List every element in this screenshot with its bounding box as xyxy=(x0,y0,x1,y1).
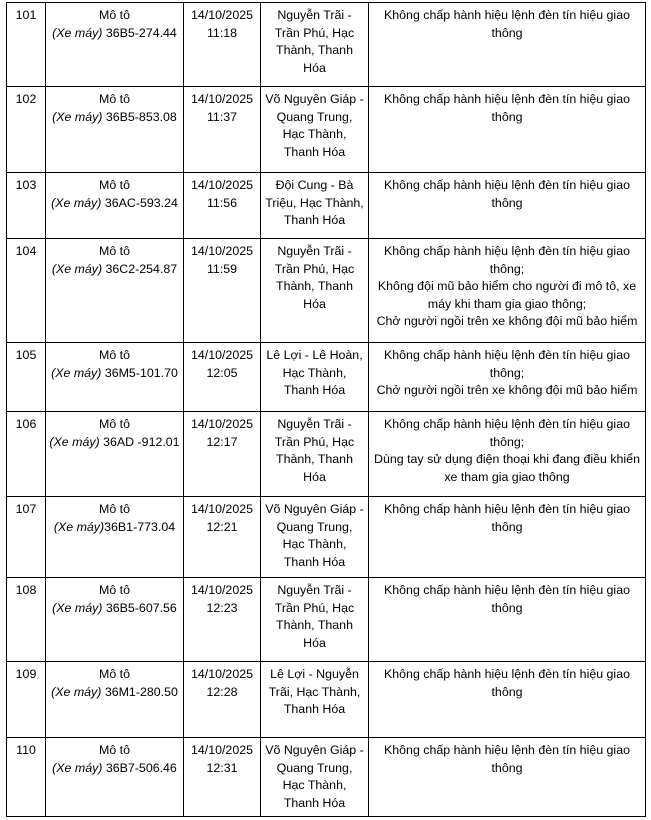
cell-violation-time xyxy=(184,173,261,239)
vehicle-plate-number: 36B1-773.04 xyxy=(104,519,176,534)
cell-vehicle xyxy=(46,87,184,173)
table-row xyxy=(7,3,646,87)
violation-clock-time: 12:17 xyxy=(206,434,238,449)
table-row xyxy=(7,412,646,497)
cell-vehicle xyxy=(46,662,184,738)
vehicle-plate-line xyxy=(49,365,180,383)
vehicle-kind-label: (Xe máy) xyxy=(51,261,103,276)
cell-location: Nguyễn Trãi - Trần Phú, Hạc Thành, Thanh Hóa xyxy=(261,412,369,497)
vehicle-plate-number: 36C2-254.87 xyxy=(102,261,178,276)
vehicle-kind-label: (Xe máy) xyxy=(52,25,103,40)
vehicle-plate-line xyxy=(49,261,180,279)
cell-violation-time xyxy=(184,239,261,343)
vehicle-type-label: Mô tô xyxy=(99,178,130,192)
vehicle-type-label: Mô tô xyxy=(99,667,130,681)
cell-violation-description xyxy=(369,173,646,239)
cell-sequence-number: 105 xyxy=(7,343,46,412)
violation-date: 14/10/2025 xyxy=(190,502,253,516)
cell-vehicle xyxy=(46,738,184,817)
table-row xyxy=(7,87,646,173)
cell-vehicle xyxy=(46,412,184,497)
violation-line: Không chấp hành hiệu lệnh đèn tín hiệu giao thông xyxy=(384,667,630,699)
cell-violation-description xyxy=(369,343,646,412)
vehicle-kind-label: (Xe máy) xyxy=(51,195,102,210)
cell-violation-description xyxy=(369,578,646,662)
cell-sequence-number: 107 xyxy=(7,497,46,578)
violation-date: 14/10/2025 xyxy=(190,348,253,362)
vehicle-type-label: Mô tô xyxy=(99,92,130,106)
violation-date: 14/10/2025 xyxy=(190,244,253,258)
violation-clock-time: 11:59 xyxy=(206,261,238,276)
cell-location: Nguyễn Trãi - Trần Phú, Hạc Thành, Thanh Hóa xyxy=(261,578,369,662)
violation-clock-time: 11:37 xyxy=(206,109,238,124)
vehicle-plate-number: 36B5-607.56 xyxy=(102,600,177,615)
vehicle-type-label: Mô tô xyxy=(99,8,130,22)
cell-sequence-number: 108 xyxy=(7,578,46,662)
violation-date: 14/10/2025 xyxy=(190,8,253,22)
cell-violation-description xyxy=(369,662,646,738)
cell-location: Nguyễn Trãi - Trần Phú, Hạc Thành, Thanh Hóa xyxy=(261,3,369,87)
cell-vehicle xyxy=(46,578,184,662)
vehicle-kind-label: (Xe máy) xyxy=(52,600,103,615)
cell-vehicle xyxy=(46,3,184,87)
violation-line: Không chấp hành hiệu lệnh đèn tín hiệu giao thông xyxy=(384,502,630,534)
cell-sequence-number: 103 xyxy=(7,173,46,239)
cell-location: Lê Lợi - Nguyễn Trãi, Hạc Thành, Thanh Hóa xyxy=(261,662,369,738)
cell-violation-time xyxy=(184,578,261,662)
violation-clock-time: 12:31 xyxy=(206,760,238,775)
violation-line: Không chấp hành hiệu lệnh đèn tín hiệu giao thông xyxy=(384,583,630,615)
violation-line: Không chấp hành hiệu lệnh đèn tín hiệu giao thông; xyxy=(384,244,630,276)
table-row xyxy=(7,578,646,662)
cell-violation-description xyxy=(369,239,646,343)
vehicle-plate-line xyxy=(49,600,180,618)
vehicle-type-label: Mô tô xyxy=(99,244,130,258)
violation-clock-time: 12:28 xyxy=(206,684,238,699)
vehicle-kind-label: (Xe máy) xyxy=(52,109,103,124)
violation-clock-time: 12:23 xyxy=(206,600,238,615)
cell-location: Võ Nguyên Giáp - Quang Trung, Hạc Thành, Thanh Hóa xyxy=(261,738,369,817)
violation-clock-time: 11:18 xyxy=(206,25,238,40)
cell-sequence-number: 102 xyxy=(7,87,46,173)
violation-line: Không đội mũ bảo hiểm cho người đi mô tô, xe máy khi tham gia giao thông; xyxy=(377,279,637,311)
table-row xyxy=(7,173,646,239)
vehicle-plate-number: 36AC-593.24 xyxy=(101,195,178,210)
cell-violation-description xyxy=(369,87,646,173)
vehicle-kind-label: (Xe máy) xyxy=(49,434,100,449)
vehicle-plate-number: 36B5-274.44 xyxy=(102,25,177,40)
vehicle-type-label: Mô tô xyxy=(99,502,130,516)
vehicle-kind-label: (Xe máy) xyxy=(53,519,105,534)
vehicle-plate-line xyxy=(49,109,180,127)
traffic-violation-table xyxy=(6,2,646,817)
cell-location: Võ Nguyên Giáp - Quang Trung, Hạc Thành, Thanh Hóa xyxy=(261,87,369,173)
violation-date: 14/10/2025 xyxy=(190,583,253,597)
cell-vehicle xyxy=(46,239,184,343)
cell-location: Võ Nguyên Giáp - Quang Trung, Hạc Thành, Thanh Hóa xyxy=(261,497,369,578)
vehicle-plate-line xyxy=(49,684,180,702)
cell-location: Nguyễn Trãi - Trần Phú, Hạc Thành, Thanh Hóa xyxy=(261,239,369,343)
violation-line: Không chấp hành hiệu lệnh đèn tín hiệu giao thông xyxy=(384,8,630,40)
violation-line: Không chấp hành hiệu lệnh đèn tín hiệu giao thông; xyxy=(384,417,630,449)
cell-violation-time xyxy=(184,87,261,173)
vehicle-type-label: Mô tô xyxy=(99,417,130,431)
violation-line: Không chấp hành hiệu lệnh đèn tín hiệu giao thông; xyxy=(384,348,630,380)
cell-sequence-number: 104 xyxy=(7,239,46,343)
cell-vehicle xyxy=(46,497,184,578)
cell-sequence-number: 109 xyxy=(7,662,46,738)
vehicle-type-label: Mô tô xyxy=(99,743,130,757)
violation-line: Không chấp hành hiệu lệnh đèn tín hiệu giao thông xyxy=(384,743,630,775)
vehicle-type-label: Mô tô xyxy=(99,348,130,362)
cell-violation-description xyxy=(369,497,646,578)
vehicle-plate-line xyxy=(49,434,180,452)
cell-location: Lê Lợi - Lê Hoàn, Hạc Thành, Thanh Hóa xyxy=(261,343,369,412)
violation-date: 14/10/2025 xyxy=(190,178,253,192)
table-row xyxy=(7,738,646,817)
violation-line: Không chấp hành hiệu lệnh đèn tín hiệu giao thông xyxy=(384,178,630,210)
cell-vehicle xyxy=(46,343,184,412)
violation-clock-time: 11:56 xyxy=(206,195,238,210)
vehicle-kind-label: (Xe máy) xyxy=(51,365,102,380)
violation-date: 14/10/2025 xyxy=(190,92,253,106)
vehicle-plate-number: 36B7-506.46 xyxy=(102,760,177,775)
cell-violation-time xyxy=(184,412,261,497)
vehicle-kind-label: (Xe máy) xyxy=(51,684,102,699)
violation-clock-time: 12:05 xyxy=(206,365,238,380)
cell-violation-time xyxy=(184,738,261,817)
table-row xyxy=(7,662,646,738)
violation-line: Dùng tay sử dụng điện thoại khi đang điều khiển xe tham gia giao thông xyxy=(374,452,640,484)
violation-clock-time: 12:21 xyxy=(206,519,238,534)
vehicle-plate-number: 36M5-101.70 xyxy=(101,365,178,380)
violation-date: 14/10/2025 xyxy=(190,417,253,431)
vehicle-plate-line xyxy=(49,519,180,537)
vehicle-plate-line xyxy=(49,195,180,213)
cell-vehicle xyxy=(46,173,184,239)
cell-sequence-number: 101 xyxy=(7,3,46,87)
table-row xyxy=(7,343,646,412)
violation-date: 14/10/2025 xyxy=(190,667,253,681)
cell-sequence-number: 106 xyxy=(7,412,46,497)
vehicle-kind-label: (Xe máy) xyxy=(52,760,103,775)
cell-violation-time xyxy=(184,497,261,578)
violation-line: Chở người ngồi trên xe không đội mũ bảo hiểm xyxy=(376,383,638,398)
table-row xyxy=(7,239,646,343)
cell-location: Đội Cung - Bà Triệu, Hạc Thành, Thanh Hóa xyxy=(261,173,369,239)
cell-violation-time xyxy=(184,662,261,738)
cell-violation-time xyxy=(184,3,261,87)
violation-line: Chở người ngồi trên xe không đội mũ bảo hiểm xyxy=(376,314,638,329)
cell-violation-description xyxy=(369,3,646,87)
vehicle-plate-line xyxy=(49,760,180,778)
vehicle-plate-number: 36B5-853.08 xyxy=(102,109,177,124)
cell-sequence-number: 110 xyxy=(7,738,46,817)
vehicle-type-label: Mô tô xyxy=(99,583,130,597)
cell-violation-time xyxy=(184,343,261,412)
vehicle-plate-line xyxy=(49,25,180,43)
violation-line: Không chấp hành hiệu lệnh đèn tín hiệu giao thông xyxy=(384,92,630,124)
vehicle-plate-number: 36M1-280.50 xyxy=(101,684,178,699)
cell-violation-description xyxy=(369,738,646,817)
vehicle-plate-number: 36AD -912.01 xyxy=(99,434,180,449)
violation-date: 14/10/2025 xyxy=(190,743,253,757)
cell-violation-description xyxy=(369,412,646,497)
table-row xyxy=(7,497,646,578)
